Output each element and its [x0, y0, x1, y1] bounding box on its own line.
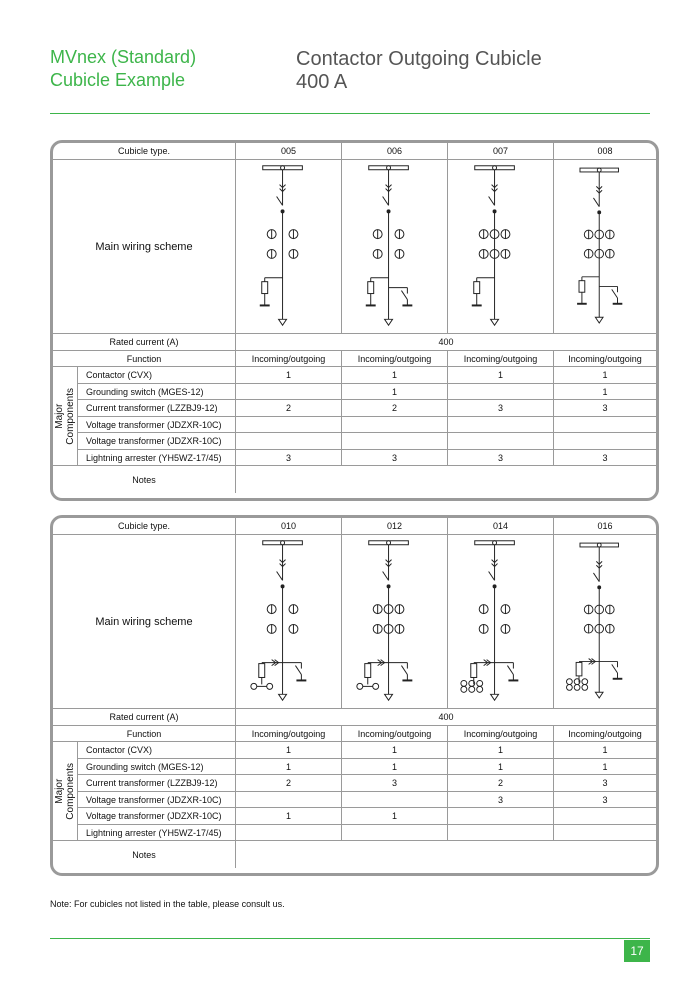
component-quantity: 1 [342, 367, 448, 384]
wiring-diagram-016 [554, 535, 656, 709]
grounding-switch-blade [401, 665, 407, 674]
notes-label: Notes [53, 466, 236, 493]
cubicle-type-006: 006 [342, 143, 448, 160]
component-quantity [342, 825, 448, 841]
major-components-label [53, 367, 78, 466]
cubicle-type-012: 012 [342, 518, 448, 535]
component-quantity: 1 [448, 367, 554, 384]
rated-current-label: Rated current (A) [53, 334, 236, 351]
component-quantity [236, 384, 342, 400]
contactor-contact [281, 584, 284, 587]
rated-current-value: 400 [236, 709, 656, 726]
component-quantity [342, 792, 448, 808]
component-quantity: 1 [342, 742, 448, 759]
component-quantity: 3 [554, 775, 656, 792]
component-quantity: 3 [448, 450, 554, 466]
contactor-contact [387, 584, 390, 587]
component-name: Current transformer (LZZBJ9-12) [78, 400, 236, 417]
wiring-diagram-014 [448, 535, 554, 709]
voltage-transformer-icon [461, 680, 467, 686]
single-line-diagram [448, 535, 553, 709]
component-quantity: 1 [554, 367, 656, 384]
component-quantity: 3 [342, 775, 448, 792]
component-quantity: 3 [448, 400, 554, 417]
function-value: Incoming/outgoing [448, 726, 554, 742]
contactor-blade [277, 571, 283, 580]
component-quantity: 3 [236, 450, 342, 466]
voltage-transformer-icon [267, 683, 273, 689]
grounding-switch-blade [295, 665, 301, 674]
contactor-contact [598, 585, 601, 588]
cubicle-type-014: 014 [448, 518, 554, 535]
component-quantity: 1 [236, 367, 342, 384]
component-quantity: 3 [554, 400, 656, 417]
voltage-transformer-icon [461, 686, 467, 692]
page-title-line2: 400 A [296, 71, 348, 93]
component-quantity [554, 433, 656, 450]
cable-outlet-arrow-icon [595, 692, 603, 698]
vt-fuse-icon [471, 663, 477, 677]
main-wiring-label: Main wiring scheme [53, 160, 236, 334]
component-quantity: 2 [236, 400, 342, 417]
cubicle-table-2 [50, 515, 659, 876]
surge-arrester-icon [262, 281, 268, 293]
cubicle-table-1 [50, 140, 659, 501]
page-title [296, 48, 542, 94]
rated-current-label: Rated current (A) [53, 709, 236, 726]
table-grid [53, 143, 656, 498]
component-quantity: 1 [342, 759, 448, 775]
component-name: Lightning arrester (YH5WZ-17/45) [78, 450, 236, 466]
component-name: Contactor (CVX) [78, 742, 236, 759]
busbar-connection-dot [281, 540, 285, 544]
contactor-blade [277, 196, 283, 205]
voltage-transformer-icon [567, 678, 573, 684]
vt-fuse-icon [576, 662, 582, 675]
contactor-contact [281, 209, 284, 212]
wiring-diagram-008 [554, 160, 656, 334]
component-quantity [448, 433, 554, 450]
cubicle-type-label: Cubicle type. [53, 518, 236, 535]
component-quantity: 1 [448, 759, 554, 775]
surge-arrester-icon [368, 281, 374, 293]
surge-arrester-icon [579, 280, 585, 292]
component-quantity: 1 [554, 384, 656, 400]
contactor-blade [383, 196, 389, 205]
voltage-transformer-icon [567, 684, 573, 690]
cable-outlet-arrow-icon [491, 694, 499, 700]
busbar-connection-dot [493, 165, 497, 169]
wiring-diagram-006 [342, 160, 448, 334]
voltage-transformer-icon [357, 683, 363, 689]
component-name: Voltage transformer (JDZXR-10C) [78, 808, 236, 825]
component-quantity [554, 825, 656, 841]
component-quantity: 1 [236, 759, 342, 775]
busbar-connection-dot [493, 540, 497, 544]
voltage-transformer-icon [574, 684, 580, 690]
component-name: Grounding switch (MGES-12) [78, 384, 236, 400]
component-name: Grounding switch (MGES-12) [78, 759, 236, 775]
major-line2: Components [65, 762, 76, 820]
component-name: Current transformer (LZZBJ9-12) [78, 775, 236, 792]
function-value: Incoming/outgoing [448, 351, 554, 367]
component-quantity: 3 [448, 792, 554, 808]
component-quantity: 2 [448, 775, 554, 792]
header-divider [50, 113, 650, 114]
contactor-contact [493, 209, 496, 212]
cubicle-type-label: Cubicle type. [53, 143, 236, 160]
major-line1: Major [54, 778, 65, 804]
vt-fuse-icon [259, 663, 265, 677]
component-quantity: 1 [554, 742, 656, 759]
contactor-contact [387, 209, 390, 212]
component-name: Voltage transformer (JDZXR-10C) [78, 433, 236, 450]
wiring-diagram-005 [236, 160, 342, 334]
single-line-diagram [554, 160, 656, 334]
cable-outlet-arrow-icon [491, 319, 499, 325]
single-line-diagram [236, 535, 341, 709]
voltage-transformer-icon [582, 678, 588, 684]
grounding-switch-blade [612, 289, 618, 298]
component-quantity [448, 808, 554, 825]
component-quantity [554, 808, 656, 825]
component-quantity: 1 [448, 742, 554, 759]
component-quantity [236, 433, 342, 450]
component-name: Voltage transformer (JDZXR-10C) [78, 417, 236, 433]
notes-value [236, 466, 656, 493]
single-line-diagram [448, 160, 553, 334]
component-quantity: 1 [236, 742, 342, 759]
cable-outlet-arrow-icon [385, 694, 393, 700]
component-quantity [554, 417, 656, 433]
component-name: Contactor (CVX) [78, 367, 236, 384]
component-quantity [236, 792, 342, 808]
function-label: Function [53, 351, 236, 367]
component-quantity: 1 [342, 384, 448, 400]
wiring-diagram-012 [342, 535, 448, 709]
component-name: Voltage transformer (JDZXR-10C) [78, 792, 236, 808]
component-quantity: 1 [236, 808, 342, 825]
notes-value [236, 841, 656, 868]
cubicle-type-008: 008 [554, 143, 656, 160]
notes-label: Notes [53, 841, 236, 868]
contactor-contact [493, 584, 496, 587]
component-quantity [448, 825, 554, 841]
surge-arrester-icon [474, 281, 480, 293]
voltage-transformer-icon [477, 680, 483, 686]
grounding-switch-blade [401, 290, 407, 299]
component-quantity: 3 [554, 450, 656, 466]
component-quantity [236, 825, 342, 841]
major-line1: Major [54, 403, 65, 429]
component-quantity: 3 [342, 450, 448, 466]
footer-note: Note: For cubicles not listed in the table, please consult us. [50, 899, 285, 909]
cable-outlet-arrow-icon [385, 319, 393, 325]
contactor-contact [598, 210, 601, 213]
contactor-blade [489, 571, 495, 580]
component-name: Lightning arrester (YH5WZ-17/45) [78, 825, 236, 841]
voltage-transformer-icon [582, 684, 588, 690]
grounding-switch-blade [612, 664, 618, 673]
function-value: Incoming/outgoing [342, 726, 448, 742]
voltage-transformer-icon [469, 686, 475, 692]
main-wiring-label: Main wiring scheme [53, 535, 236, 709]
single-line-diagram [342, 160, 447, 334]
document-series-title [50, 46, 196, 92]
voltage-transformer-icon [477, 686, 483, 692]
busbar-connection-dot [387, 165, 391, 169]
component-quantity: 2 [236, 775, 342, 792]
function-value: Incoming/outgoing [236, 726, 342, 742]
cubicle-type-007: 007 [448, 143, 554, 160]
function-value: Incoming/outgoing [554, 351, 656, 367]
vt-fuse-icon [365, 663, 371, 677]
page-number: 17 [624, 940, 650, 962]
cable-outlet-arrow-icon [279, 694, 287, 700]
single-line-diagram [554, 535, 656, 709]
single-line-diagram [236, 160, 341, 334]
voltage-transformer-icon [373, 683, 379, 689]
busbar-connection-dot [597, 168, 601, 172]
footer-divider [50, 938, 650, 939]
major-components-text [54, 388, 76, 445]
cubicle-type-016: 016 [554, 518, 656, 535]
contactor-blade [593, 572, 599, 581]
major-line2: Components [65, 387, 76, 445]
busbar-connection-dot [597, 543, 601, 547]
contactor-blade [593, 197, 599, 206]
function-label: Function [53, 726, 236, 742]
series-title-line1: MVnex (Standard) [50, 47, 197, 67]
component-quantity [342, 417, 448, 433]
cubicle-type-005: 005 [236, 143, 342, 160]
component-quantity: 1 [342, 808, 448, 825]
busbar-connection-dot [281, 165, 285, 169]
component-quantity [448, 384, 554, 400]
component-quantity: 3 [554, 792, 656, 808]
component-quantity: 2 [342, 400, 448, 417]
cable-outlet-arrow-icon [279, 319, 287, 325]
component-quantity [448, 417, 554, 433]
function-value: Incoming/outgoing [554, 726, 656, 742]
component-quantity: 1 [554, 759, 656, 775]
grounding-switch-blade [507, 665, 513, 674]
voltage-transformer-icon [251, 683, 257, 689]
contactor-blade [489, 196, 495, 205]
function-value: Incoming/outgoing [236, 351, 342, 367]
series-title-line2: Cubicle Example [50, 70, 186, 90]
single-line-diagram [342, 535, 447, 709]
wiring-diagram-010 [236, 535, 342, 709]
busbar-connection-dot [387, 540, 391, 544]
function-value: Incoming/outgoing [342, 351, 448, 367]
component-quantity [342, 433, 448, 450]
cable-outlet-arrow-icon [595, 317, 603, 323]
major-components-text [54, 763, 76, 820]
table-grid [53, 518, 656, 873]
wiring-diagram-007 [448, 160, 554, 334]
component-quantity [236, 417, 342, 433]
cubicle-type-010: 010 [236, 518, 342, 535]
contactor-blade [383, 571, 389, 580]
page-title-line1: Contactor Outgoing Cubicle [296, 48, 542, 70]
major-components-label [53, 742, 78, 841]
rated-current-value: 400 [236, 334, 656, 351]
